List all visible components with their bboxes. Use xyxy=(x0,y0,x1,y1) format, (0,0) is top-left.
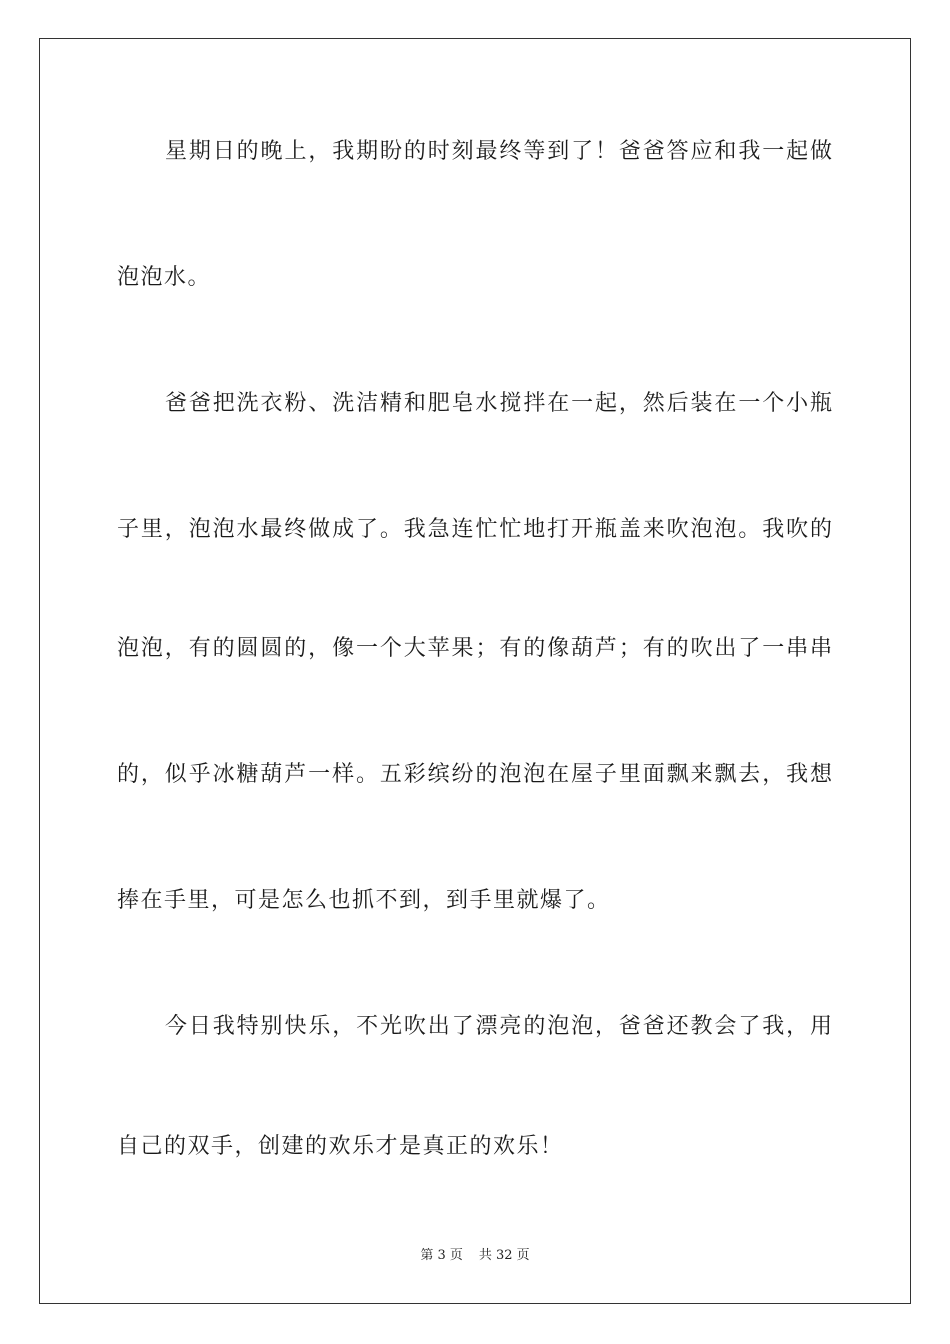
page-footer xyxy=(0,1247,950,1265)
paragraph-2-line-5: 捧在手里，可是怎么也抓不到，到手里就爆了。 xyxy=(117,888,611,913)
paragraph-3-line-1: 今日我特别快乐，不光吹出了漂亮的泡泡，爸爸还教会了我，用 xyxy=(165,1014,832,1039)
paragraph-1-line-2: 泡泡水。 xyxy=(117,265,212,290)
page-number: 第 3 页 xyxy=(420,1248,463,1263)
paragraph-3-line-2: 自己的双手，创建的欢乐才是真正的欢乐！ xyxy=(117,1134,564,1159)
paragraph-2-line-4: 的，似乎冰糖葫芦一样。五彩缤纷的泡泡在屋子里面飘来飘去，我想 xyxy=(117,762,832,787)
paragraph-1-line-1: 星期日的晚上，我期盼的时刻最终等到了！爸爸答应和我一起做 xyxy=(165,139,832,164)
page-frame xyxy=(39,38,911,1304)
paragraph-2-line-1: 爸爸把洗衣粉、洗洁精和肥皂水搅拌在一起，然后装在一个小瓶 xyxy=(165,391,832,416)
paragraph-2-line-2: 子里，泡泡水最终做成了。我急连忙忙地打开瓶盖来吹泡泡。我吹的 xyxy=(117,517,832,542)
paragraph-2-line-3: 泡泡，有的圆圆的，像一个大苹果；有的像葫芦；有的吹出了一串串 xyxy=(117,636,832,661)
page-total: 共 32 页 xyxy=(478,1248,530,1263)
